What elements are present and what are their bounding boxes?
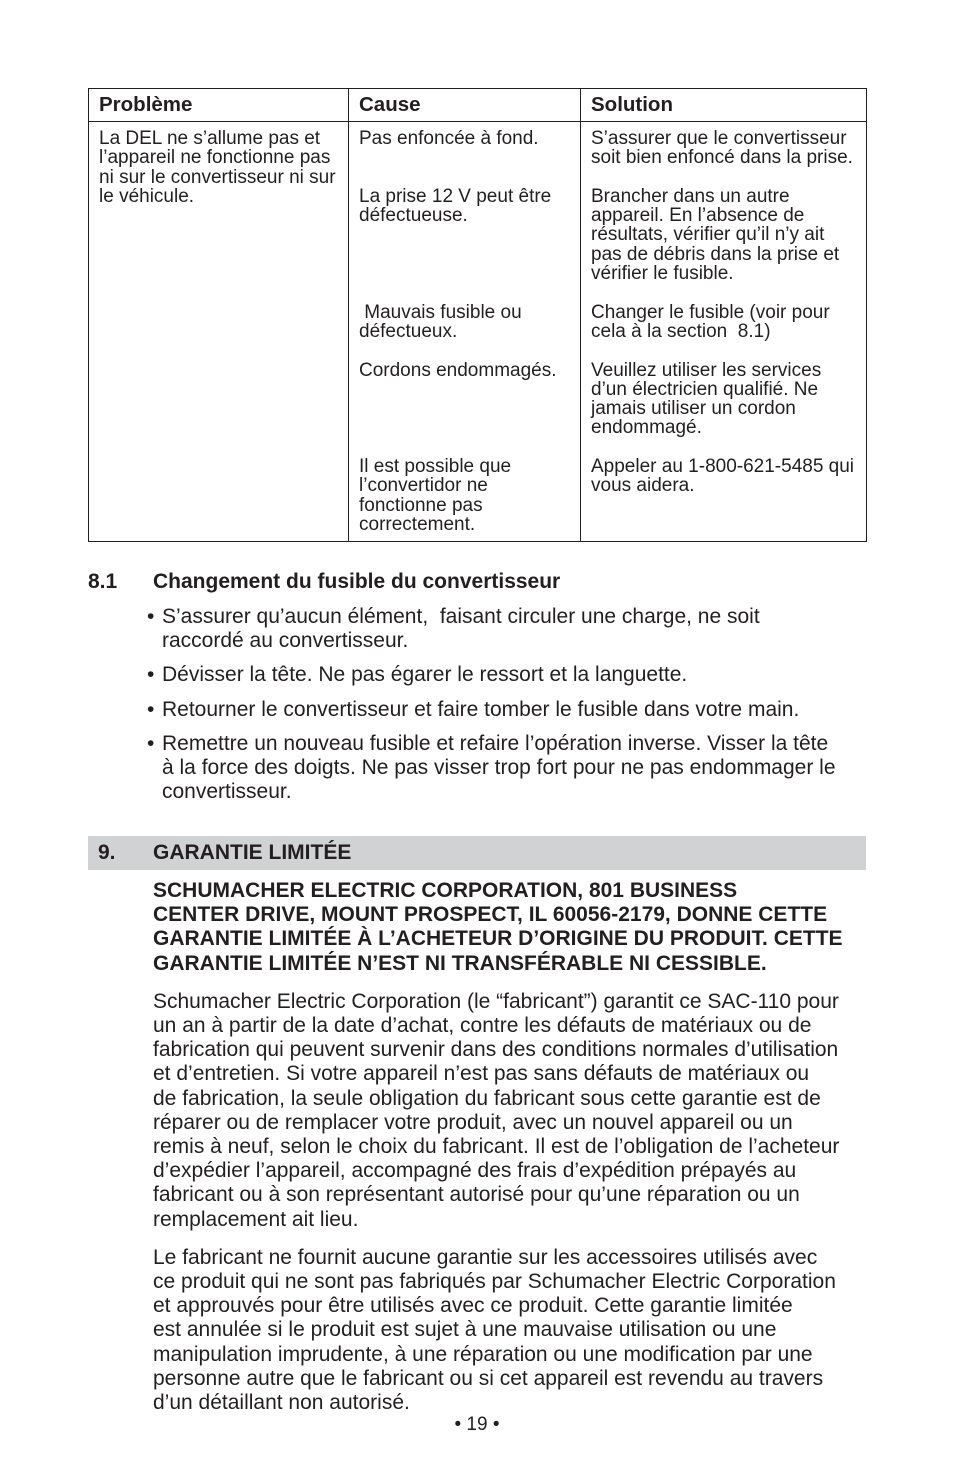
list-item [147, 698, 887, 722]
list-item [147, 663, 887, 687]
troubleshooting-table [88, 88, 867, 542]
fuse-replacement-steps [147, 605, 887, 814]
section-9-heading-bar [88, 836, 866, 870]
list-item-text: Dévisser la tête. Ne pas égarer le ressort et la languette. [162, 663, 688, 687]
cause-cell: Il est possible que l’convertidor ne fonctionne pas correctement. [349, 457, 581, 542]
cause-cell: Cordons endommagés. [349, 361, 581, 457]
list-item-text: Retourner le convertisseur et faire tomber le fusible dans votre main. [162, 697, 800, 721]
bullet-icon: • [147, 663, 155, 687]
table-header-row [89, 89, 867, 122]
bullet-icon: • [147, 605, 155, 628]
bullet-icon: • [147, 697, 155, 721]
cause-cell: Mauvais fusible ou défectueux. [349, 303, 581, 361]
solution-cell: S’assurer que le convertisseur soit bien enfoncé dans la prise. [581, 122, 867, 187]
solution-cell: Brancher dans un autre appareil. En l’absence de résultats, vérifier qu’il n’y ait pas de débris dans la prise et vérifier le fusible. [581, 187, 867, 303]
list-item-text: Remettre un nouveau fusible et refaire l’opération inverse. Visser la tête à la force des doigts. Ne pas visser trop fort pour ne pas endommager le convertisseur. [162, 731, 836, 804]
list-item-text: S’assurer qu’aucun élément, faisant circuler une charge, ne soit raccordé au convertisseur. [162, 605, 760, 653]
section-title: GARANTIE LIMITÉE [153, 841, 352, 864]
warranty-text [153, 879, 893, 1429]
list-item [147, 732, 887, 805]
list-item [147, 605, 887, 653]
page-number: • 19 • [454, 1414, 500, 1435]
warranty-notice: SCHUMACHER ELECTRIC CORPORATION, 801 BUSINESS CENTER DRIVE, MOUNT PROSPECT, IL 60056-2179, DONNE CETTE GARANTIE LIMITÉE À L’ACHETEUR D’ORIGINE DU PRODUIT. CETTE GARANTIE LIMITÉE N’EST NI TRANSFÉRABLE NI CESSIBLE. [153, 879, 843, 975]
header-cause: Cause [349, 89, 581, 122]
cause-cell: La prise 12 V peut être défectueuse. [349, 187, 581, 303]
solution-cell: Appeler au 1-800-621-5485 qui vous aidera. [581, 457, 867, 542]
section-8-1-heading [88, 570, 866, 594]
solution-cell: Veuillez utiliser les services d’un électricien qualifié. Ne jamais utiliser un cordon endommagé. [581, 361, 867, 457]
table-row [89, 122, 867, 187]
section-number: 8.1 [88, 570, 118, 593]
warranty-paragraph: Le fabricant ne fournit aucune garantie sur les accessoires utilisés avec ce produit qui ne sont pas fabriqués par Schumacher Electric Corporation et approuvés pour être utilisés avec ce produit. Cette garantie limitée est annulée si le produit est sujet à une mauvaise utilisation ou une manipulation imprudente, à une réparation ou une modification par une personne autre que le fabricant ou si cet appareil est revendu au travers d’un détaillant non autorisé. [153, 1245, 836, 1415]
solution-cell: Changer le fusible (voir pour cela à la section 8.1) [581, 303, 867, 361]
section-number: 9. [98, 841, 116, 864]
section-title: Changement du fusible du convertisseur [153, 570, 561, 593]
problem-cell: La DEL ne s’allume pas et l’appareil ne fonctionne pas ni sur le convertisseur ni sur le véhicule. [89, 122, 349, 542]
header-probleme: Problème [89, 89, 349, 122]
bullet-icon: • [147, 731, 155, 755]
header-solution: Solution [581, 89, 867, 122]
cause-cell: Pas enfoncée à fond. [349, 122, 581, 187]
warranty-paragraph: Schumacher Electric Corporation (le “fabricant”) garantit ce SAC-110 pour un an à partir de la date d’achat, contre les défauts de matériaux ou de fabrication qui peuvent survenir dans des conditions normales d’utilisation et d’entretien. Si votre appareil n’est pas sans défauts de matériaux ou de fabrication, la seule obligation du fabricant sous cette garantie est de réparer ou de remplacer votre produit, avec un nouvel appareil ou un remis à neuf, selon le choix du fabricant. Il est de l’obligation de l’acheteur d’expédier l’appareil, accompagné des frais d’expédition prépayés au fabricant ou à son représentant autorisé pour qu’une réparation ou un remplacement ait lieu. [153, 989, 840, 1231]
